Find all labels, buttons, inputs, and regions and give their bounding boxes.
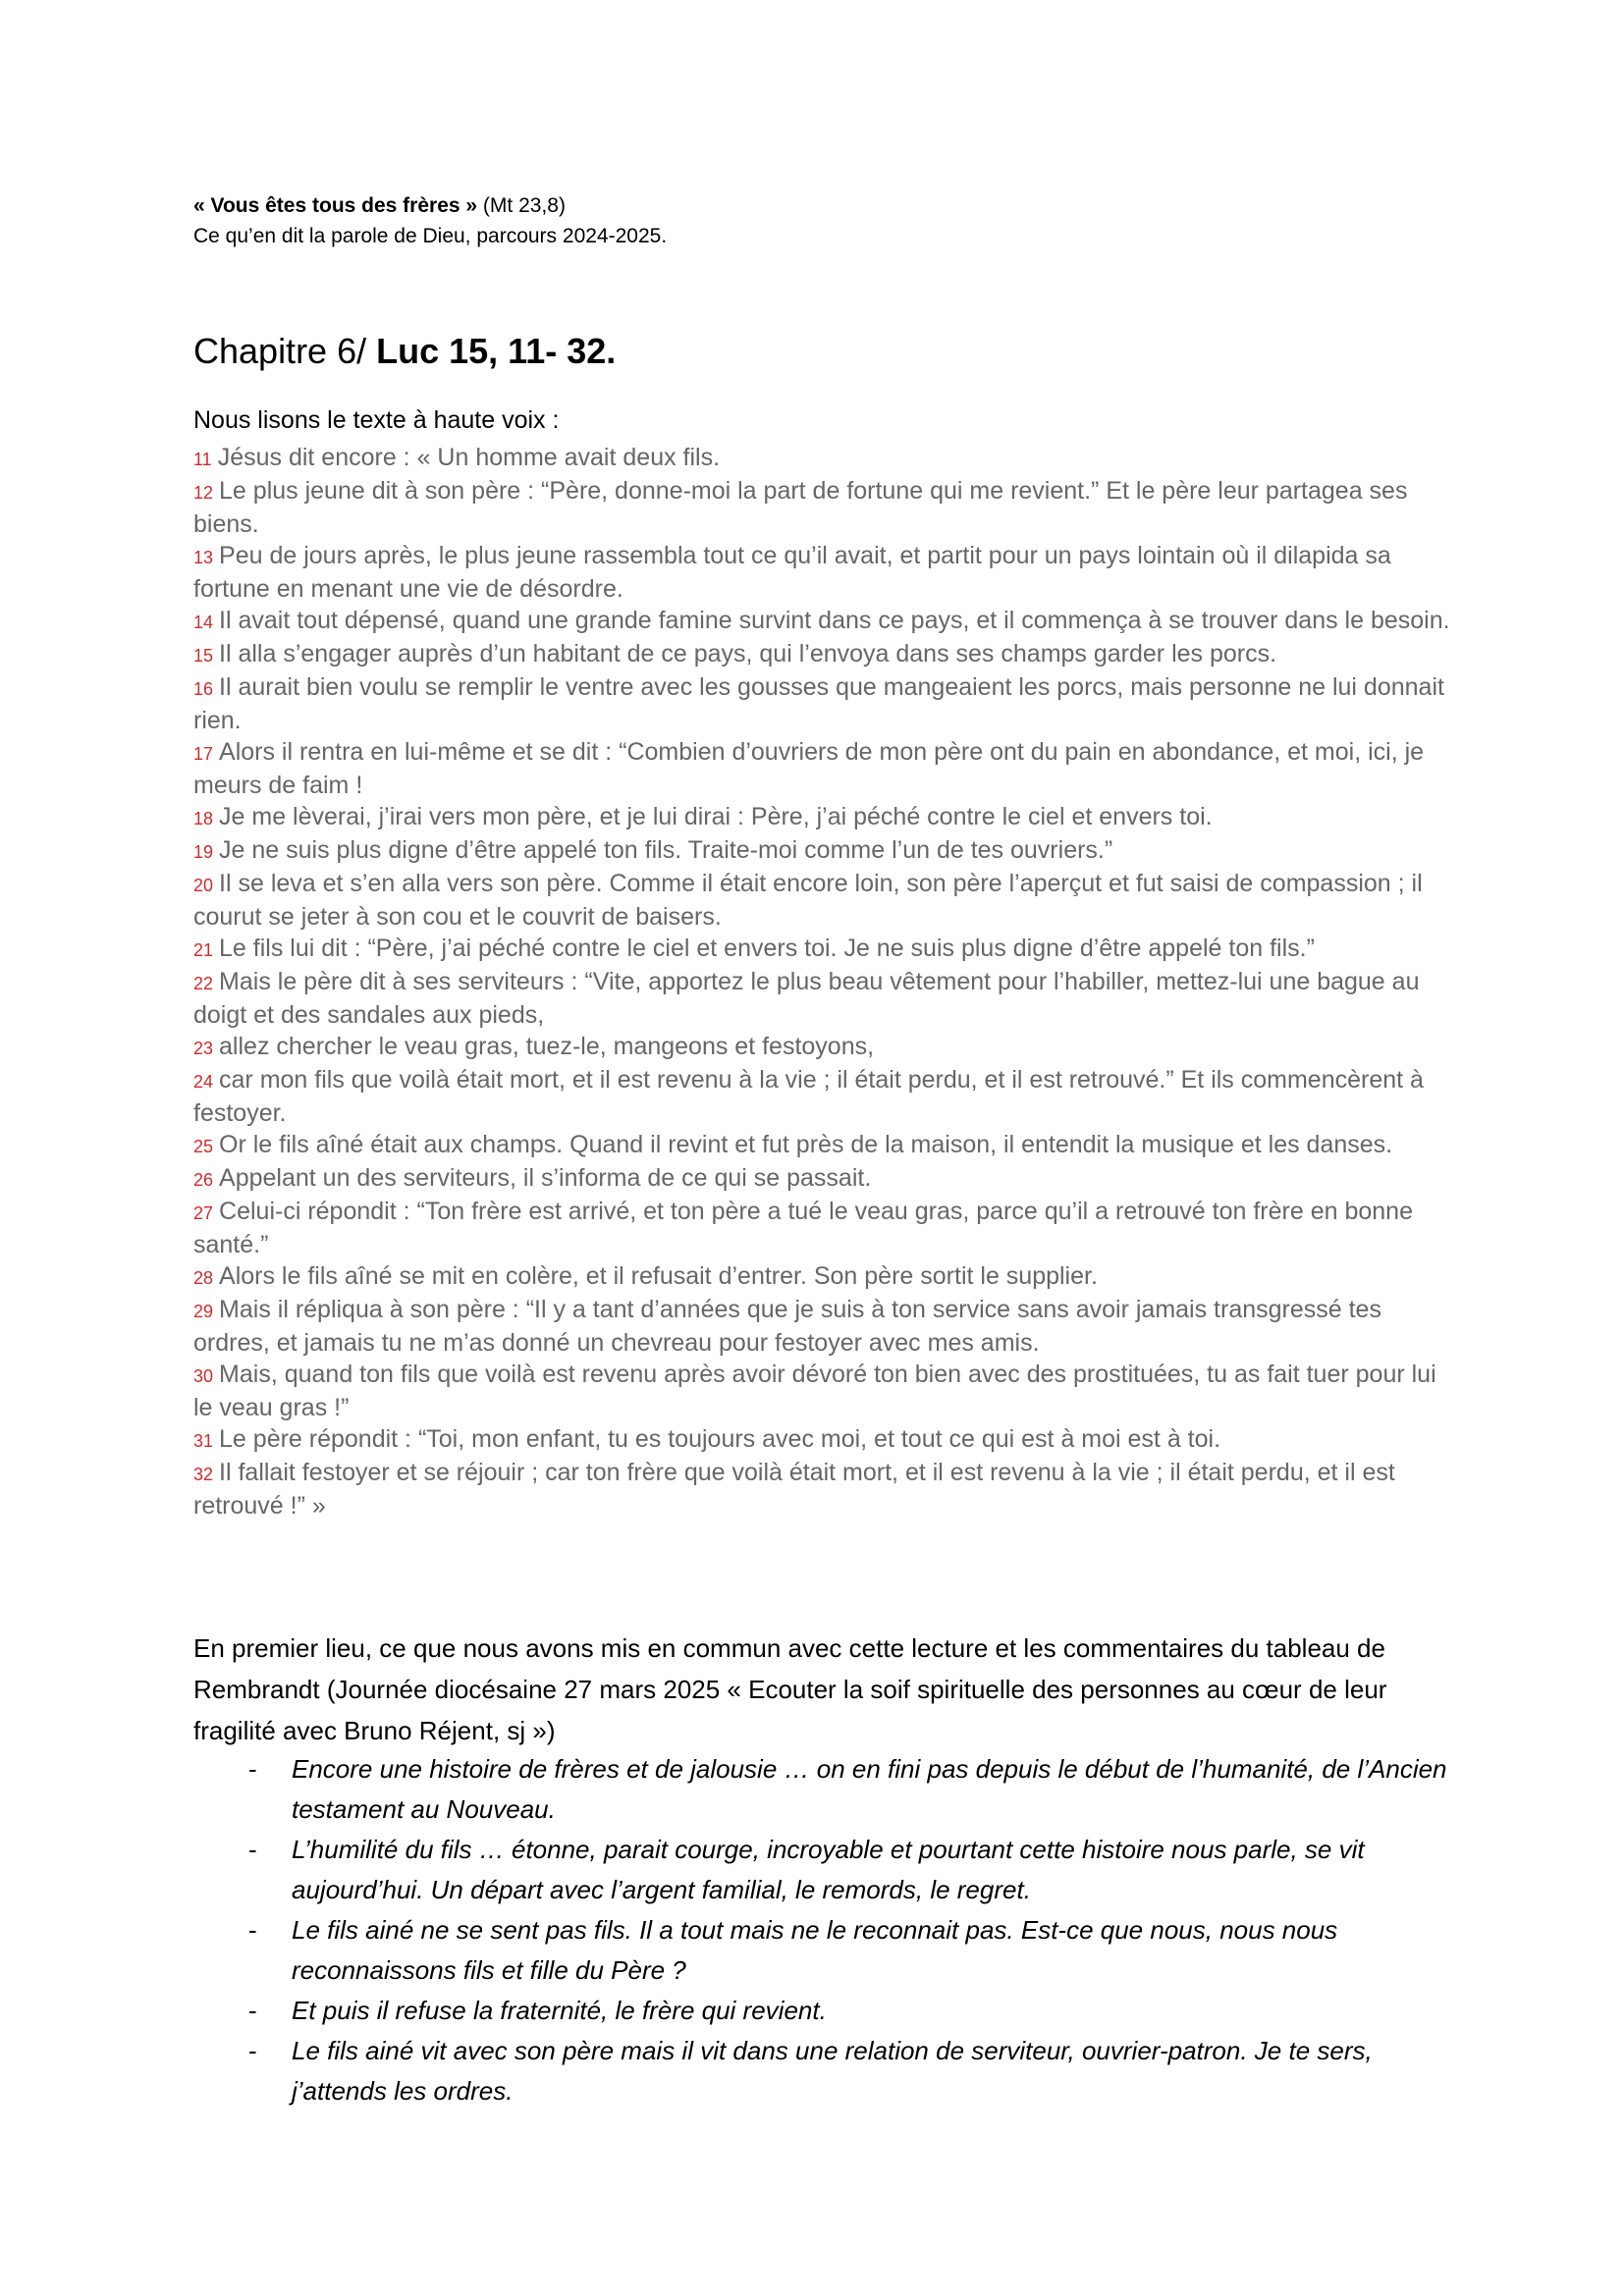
verse-number: 25 [193, 1137, 214, 1156]
verse [193, 442, 1450, 475]
verse-number: 29 [193, 1302, 214, 1321]
verse [193, 1423, 1450, 1457]
list-item [193, 1830, 1450, 1910]
list-dash: - [248, 1915, 257, 1945]
verse-text: Il avait tout dépensé, quand une grande famine survint dans ce pays, et il commença à se trouver dans le besoin. [219, 607, 1450, 634]
verse-number: 27 [193, 1203, 214, 1223]
verse-text: car mon fils que voilà était mort, et il est revenu à la vie ; il était perdu, et il est retrouvé.” Et ils commencèrent à festoyer. [193, 1066, 1424, 1127]
verse-number: 19 [193, 842, 214, 862]
verse [193, 671, 1450, 736]
verse-number: 20 [193, 876, 214, 895]
verse-text: Je me lèverai, j’irai vers mon père, et je lui dirai : Père, j’ai péché contre le ciel et envers toi. [219, 803, 1213, 830]
scripture-passage [193, 442, 1450, 1522]
list-item-text: Encore une histoire de frères et de jalousie … on en fini pas depuis le début de l’humanité, de l’Ancien testament au Nouveau. [292, 1754, 1447, 1824]
verse-number: 22 [193, 974, 214, 993]
commentary-paragraph: En premier lieu, ce que nous avons mis en commun avec cette lecture et les commentaires du tableau de Rembrandt (Journée diocésaine 27 mars 2025 « Ecouter la soif spirituelle des personnes au cœur de leur fragilité avec Bruno Réjent, sj ») [193, 1633, 1387, 1745]
verse-text: Appelant un des serviteurs, il s’informa de ce qui se passait. [219, 1164, 872, 1192]
verse-text: Il aurait bien voulu se remplir le ventre avec les gousses que mangeaient les porcs, mais personne ne lui donnait rien. [193, 673, 1444, 734]
verse-number: 32 [193, 1465, 214, 1484]
verse [193, 638, 1450, 671]
verse-text: Or le fils aîné était aux champs. Quand il revint et fut près de la maison, il entendit la musique et les danses. [219, 1131, 1393, 1158]
list-item [193, 1749, 1450, 1830]
list-dash: - [248, 1835, 257, 1864]
verse [193, 801, 1450, 834]
verse [193, 834, 1450, 868]
verse [193, 1457, 1450, 1522]
verse-number: 12 [193, 483, 214, 503]
verse-number: 24 [193, 1072, 214, 1092]
verse-text: allez chercher le veau gras, tuez-le, mangeons et festoyons, [219, 1033, 875, 1060]
verse-number: 23 [193, 1039, 214, 1058]
verse-number: 26 [193, 1170, 214, 1190]
list-dash: - [248, 1754, 257, 1784]
verse [193, 868, 1450, 933]
list-item-text: Et puis il refuse la fraternité, le frère qui revient. [292, 1996, 827, 2025]
verse-text: Alors le fils aîné se mit en colère, et il refusait d’entrer. Son père sortit le supplier. [219, 1262, 1098, 1290]
chapter-reference: Luc 15, 11- 32. [376, 331, 617, 371]
header-reference: (Mt 23,8) [477, 194, 566, 217]
list-item [193, 1910, 1450, 1991]
verse-text: Celui-ci répondit : “Ton frère est arrivé, et ton père a tué le veau gras, parce qu’il a retrouvé ton frère en bonne santé.” [193, 1198, 1413, 1258]
verse-number: 28 [193, 1268, 214, 1288]
verse [193, 1260, 1450, 1294]
verse [193, 1031, 1450, 1064]
verse-text: Jésus dit encore : « Un homme avait deux fils. [217, 444, 721, 471]
verse-text: Le plus jeune dit à son père : “Père, donne-moi la part de fortune qui me revient.” Et le père leur partagea ses biens. [193, 477, 1408, 538]
list-item [193, 1991, 1450, 2031]
verse-text: Mais le père dit à ses serviteurs : “Vite, apportez le plus beau vêtement pour l’habiller, mettez-lui une bague au doigt et des sandales aux pieds, [193, 968, 1420, 1029]
list-dash: - [248, 2036, 257, 2065]
reading-intro: Nous lisons le texte à haute voix : [193, 406, 560, 434]
verse-number: 21 [193, 940, 214, 960]
document-header [193, 190, 667, 251]
verse-text: Le fils lui dit : “Père, j’ai péché contre le ciel et envers toi. Je ne suis plus digne d’être appelé ton fils.” [219, 934, 1315, 962]
verse-text: Il fallait festoyer et se réjouir ; car ton frère que voilà était mort, et il est revenu à la vie ; il était perdu, et il est retrouvé !” » [193, 1459, 1395, 1520]
verse [193, 475, 1450, 540]
verse [193, 966, 1450, 1031]
commentary-list [193, 1749, 1450, 2111]
verse-number: 14 [193, 613, 214, 632]
verse-text: Alors il rentra en lui-même et se dit : “Combien d’ouvriers de mon père ont du pain en abondance, et moi, ici, je meurs de faim ! [193, 738, 1425, 799]
list-dash: - [248, 1996, 257, 2025]
verse-number: 18 [193, 809, 214, 828]
verse [193, 1294, 1450, 1359]
verse [193, 1196, 1450, 1260]
header-quote: « Vous êtes tous des frères » [193, 194, 478, 217]
verse-number: 13 [193, 548, 214, 567]
verse [193, 540, 1450, 605]
verse-text: Je ne suis plus digne d’être appelé ton fils. Traite-moi comme l’un de tes ouvriers.” [219, 836, 1113, 864]
verse-number: 11 [193, 450, 212, 469]
verse-number: 16 [193, 679, 214, 699]
list-item-text: Le fils ainé vit avec son père mais il vit dans une relation de serviteur, ouvrier-patron. Je te sers, j’attends les ordres. [292, 2036, 1373, 2106]
verse-number: 30 [193, 1366, 214, 1386]
verse [193, 605, 1450, 638]
verse-number: 17 [193, 744, 214, 764]
list-item-text: Le fils ainé ne se sent pas fils. Il a tout mais ne le reconnait pas. Est-ce que nous, nous nous reconnaissons fils et fille du Père ? [292, 1915, 1338, 1985]
verse-text: Il alla s’engager auprès d’un habitant de ce pays, qui l’envoya dans ses champs garder les porcs. [219, 640, 1277, 667]
chapter-label: Chapitre 6/ [193, 331, 377, 371]
verse [193, 1162, 1450, 1196]
verse [193, 1359, 1450, 1423]
chapter-heading [193, 331, 616, 372]
verse [193, 736, 1450, 801]
verse [193, 1064, 1450, 1129]
verse [193, 1129, 1450, 1162]
list-item-text: L’humilité du fils … étonne, parait courge, incroyable et pourtant cette histoire nous parle, se vit aujourd’hui. Un départ avec l’argent familial, le remords, le regret. [292, 1835, 1365, 1904]
header-title-line [193, 190, 667, 221]
verse-number: 31 [193, 1431, 214, 1451]
verse-text: Mais il répliqua à son père : “Il y a tant d’années que je suis à ton service sans avoir jamais transgressé tes ordres, et jamais tu ne m’as donné un chevreau pour festoyer avec mes amis. [193, 1296, 1381, 1357]
header-subtitle: Ce qu’en dit la parole de Dieu, parcours 2024-2025. [193, 225, 668, 247]
verse [193, 933, 1450, 966]
verse-text: Peu de jours après, le plus jeune rassembla tout ce qu’il avait, et partit pour un pays lointain où il dilapida sa fortune en menant une vie de désordre. [193, 542, 1391, 603]
verse-number: 15 [193, 646, 214, 666]
verse-text: Le père répondit : “Toi, mon enfant, tu es toujours avec moi, et tout ce qui est à moi est à toi. [219, 1425, 1221, 1453]
verse-text: Mais, quand ton fils que voilà est revenu après avoir dévoré ton bien avec des prostituées, tu as fait tuer pour lui le veau gras !” [193, 1361, 1436, 1421]
verse-text: Il se leva et s’en alla vers son père. Comme il était encore loin, son père l’aperçut et fut saisi de compassion ; il courut se jeter à son cou et le couvrit de baisers. [193, 870, 1423, 931]
list-item [193, 2031, 1450, 2111]
